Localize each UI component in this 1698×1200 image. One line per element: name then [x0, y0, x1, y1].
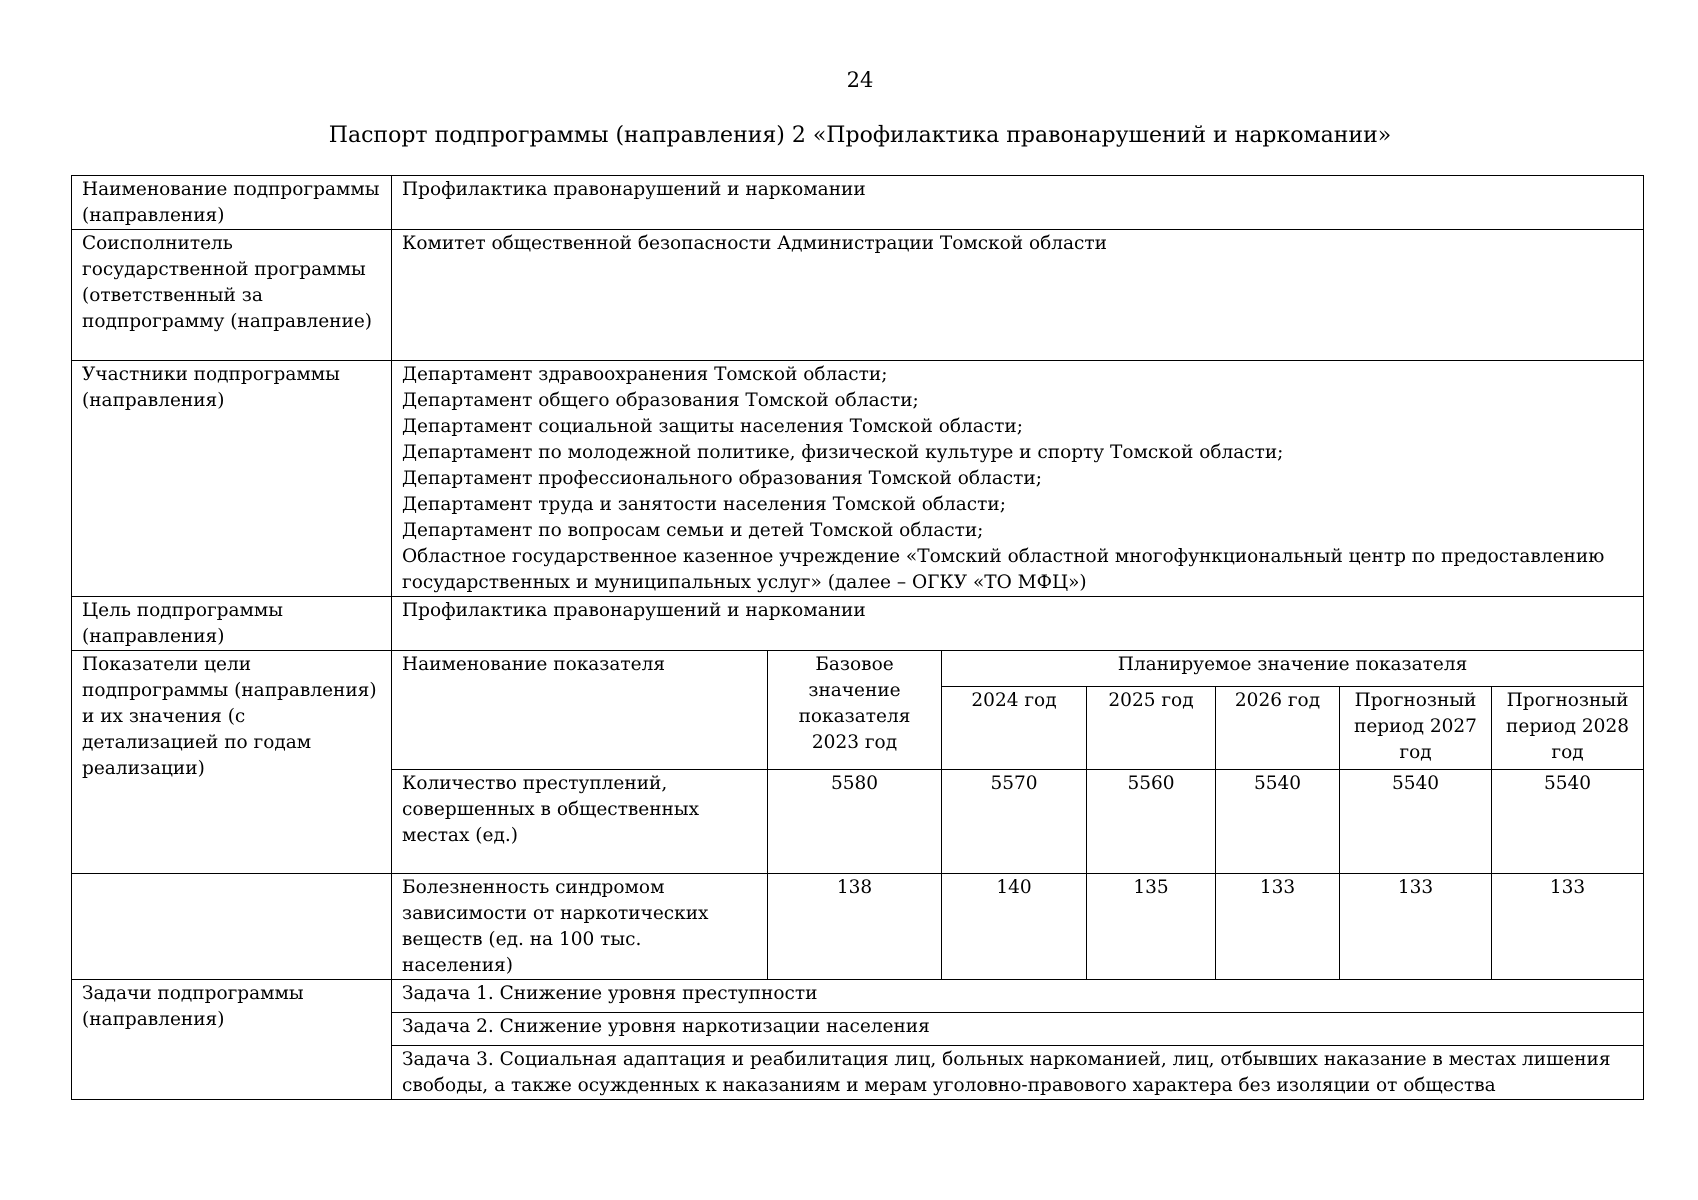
- indicator-base: 5580: [768, 770, 942, 874]
- indicator-row: [72, 874, 1644, 980]
- header-base-value: Базовое значение показателя 2023 год: [768, 651, 942, 770]
- indicator-value-2025: 135: [1087, 874, 1216, 980]
- row-coexecutor: [72, 230, 1644, 361]
- row-name: [72, 176, 1644, 230]
- task-item: Задача 1. Снижение уровня преступности: [392, 980, 1644, 1013]
- header-planned-value: Планируемое значение показателя: [942, 651, 1644, 687]
- participant-item: Департамент здравоохранения Томской области;: [402, 364, 888, 385]
- row-coexecutor-label: Соисполнитель государственной программы (ответственный за подпрограмму (направление): [72, 230, 392, 361]
- row-name-label: Наименование подпрограммы (направления): [72, 176, 392, 230]
- indicator-base: 138: [768, 874, 942, 980]
- indicators-label-continuation: [72, 874, 392, 980]
- page-number: 24: [846, 68, 874, 92]
- participant-item: Департамент по вопросам семьи и детей Томской области;: [402, 520, 984, 541]
- indicator-value-2025: 5560: [1087, 770, 1216, 874]
- row-goal-label: Цель подпрограммы (направления): [72, 597, 392, 651]
- indicator-value-2026: 133: [1216, 874, 1340, 980]
- participant-item: Департамент общего образования Томской области;: [402, 390, 919, 411]
- row-participants: [72, 361, 1644, 597]
- indicator-value-2027: 5540: [1340, 770, 1492, 874]
- row-indicators-label: Показатели цели подпрограммы (направления) и их значения (с детализацией по годам реализации): [72, 651, 392, 874]
- row-tasks-label: Задачи подпрограммы (направления): [72, 980, 392, 1100]
- participant-item: Департамент профессионального образования Томской области;: [402, 468, 1042, 489]
- participant-item: Областное государственное казенное учреждение «Томский областной многофункциональный центр по предоставлению государственных и муниципальных услуг» (далее – ОГКУ «ТО МФЦ»): [402, 546, 1605, 593]
- header-year-2026: 2026 год: [1216, 687, 1340, 770]
- row-coexecutor-value: Комитет общественной безопасности Администрации Томской области: [392, 230, 1644, 361]
- participants-list: [392, 361, 1644, 597]
- indicator-value-2028: 133: [1492, 874, 1644, 980]
- indicator-value-2024: 5570: [942, 770, 1087, 874]
- task-item: Задача 3. Социальная адаптация и реабилитация лиц, больных наркоманией, лиц, отбывших наказание в местах лишения свободы, а также осужденных к наказаниям и мерам уголовно-правового характера без изоляции от общества: [392, 1046, 1644, 1100]
- indicators-header-row-1: [72, 651, 1644, 687]
- task-row: [72, 980, 1644, 1013]
- passport-table: [71, 175, 1644, 1100]
- indicator-value-2027: 133: [1340, 874, 1492, 980]
- indicator-name: Болезненность синдромом зависимости от наркотических веществ (ед. на 100 тыс. населения): [392, 874, 768, 980]
- participant-item: Департамент труда и занятости населения Томской области;: [402, 494, 1006, 515]
- participant-item: Департамент по молодежной политике, физической культуре и спорту Томской области;: [402, 442, 1284, 463]
- header-year-2025: 2025 год: [1087, 687, 1216, 770]
- indicator-value-2028: 5540: [1492, 770, 1644, 874]
- indicator-value-2024: 140: [942, 874, 1087, 980]
- header-year-2024: 2024 год: [942, 687, 1087, 770]
- row-goal: [72, 597, 1644, 651]
- header-year-2027: Прогнозный период 2027 год: [1340, 687, 1492, 770]
- indicator-name: Количество преступлений, совершенных в общественных местах (ед.): [392, 770, 768, 874]
- task-item: Задача 2. Снижение уровня наркотизации населения: [392, 1013, 1644, 1046]
- row-participants-label: Участники подпрограммы (направления): [72, 361, 392, 597]
- participant-item: Департамент социальной защиты населения Томской области;: [402, 416, 1023, 437]
- row-goal-value: Профилактика правонарушений и наркомании: [392, 597, 1644, 651]
- header-indicator-name: Наименование показателя: [392, 651, 768, 770]
- indicator-value-2026: 5540: [1216, 770, 1340, 874]
- row-name-value: Профилактика правонарушений и наркомании: [392, 176, 1644, 230]
- header-year-2028: Прогнозный период 2028 год: [1492, 687, 1644, 770]
- document-title: Паспорт подпрограммы (направления) 2 «Профилактика правонарушений и наркомании»: [328, 123, 1392, 148]
